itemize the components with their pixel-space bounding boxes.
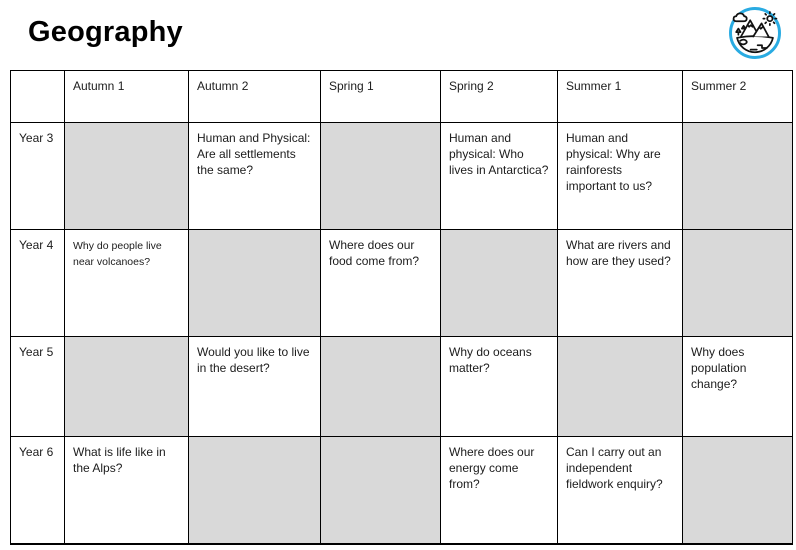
cell-text: Human and physical: Who lives in Antarctica? [449, 131, 549, 178]
cell-year3-summer2 [683, 123, 793, 230]
table-row-year5 [11, 337, 793, 437]
cell-year5-spring1 [321, 337, 441, 437]
cell-year4-spring2 [441, 230, 558, 337]
cell-year4-autumn1 [65, 230, 189, 337]
page-title: Geography [28, 16, 183, 48]
cell-year5-spring2 [441, 337, 558, 437]
cell-year5-autumn1 [65, 337, 189, 437]
cell-text: Can I carry out an independent fieldwork enquiry? [566, 445, 663, 492]
table-row-year3 [11, 123, 793, 230]
cell-year6-spring1 [321, 437, 441, 544]
column-header-summer1: Summer 1 [558, 71, 683, 123]
cell-text: Where does our food come from? [329, 238, 420, 269]
cell-text: Why do oceans matter? [449, 345, 532, 376]
header-row [11, 71, 793, 123]
row-label-year4: Year 4 [11, 230, 65, 337]
cell-text: Why do people live near volcanoes? [73, 240, 162, 269]
row-label-year5: Year 5 [11, 337, 65, 437]
cell-year3-summer1 [558, 123, 683, 230]
cell-year5-summer2 [683, 337, 793, 437]
column-header-spring1: Spring 1 [321, 71, 441, 123]
cell-text: Would you like to live in the desert? [197, 345, 310, 376]
cell-text: What is life like in the Alps? [73, 445, 166, 476]
cell-text: Human and Physical: Are all settlements the same? [197, 131, 311, 178]
column-header-autumn1: Autumn 1 [65, 71, 189, 123]
column-header-autumn2: Autumn 2 [189, 71, 321, 123]
cell-year4-autumn2 [189, 230, 321, 337]
landscape-globe-icon [727, 5, 783, 61]
cell-year3-autumn2 [189, 123, 321, 230]
cell-year4-summer1 [558, 230, 683, 337]
cell-year5-autumn2 [189, 337, 321, 437]
cell-year6-summer2 [683, 437, 793, 544]
row-label-year3: Year 3 [11, 123, 65, 230]
cell-text: Why does population change? [691, 345, 747, 392]
cell-year6-spring2 [441, 437, 558, 544]
cell-year3-spring1 [321, 123, 441, 230]
column-header-summer2: Summer 2 [683, 71, 793, 123]
cell-text: Human and physical: Why are rainforests important to us? [566, 131, 661, 194]
cell-text: Where does our energy come from? [449, 445, 535, 492]
curriculum-table [10, 70, 793, 545]
cell-year4-spring1 [321, 230, 441, 337]
cell-year4-summer2 [683, 230, 793, 337]
cell-text: What are rivers and how are they used? [566, 238, 671, 269]
row-label-year6: Year 6 [11, 437, 65, 544]
cell-year6-autumn1 [65, 437, 189, 544]
cell-year6-summer1 [558, 437, 683, 544]
cell-year3-spring2 [441, 123, 558, 230]
table-row-year6 [11, 437, 793, 544]
cell-year6-autumn2 [189, 437, 321, 544]
corner-header-cell [11, 71, 65, 123]
cell-year3-autumn1 [65, 123, 189, 230]
cell-year5-summer1 [558, 337, 683, 437]
table-row-year4 [11, 230, 793, 337]
column-header-spring2: Spring 2 [441, 71, 558, 123]
